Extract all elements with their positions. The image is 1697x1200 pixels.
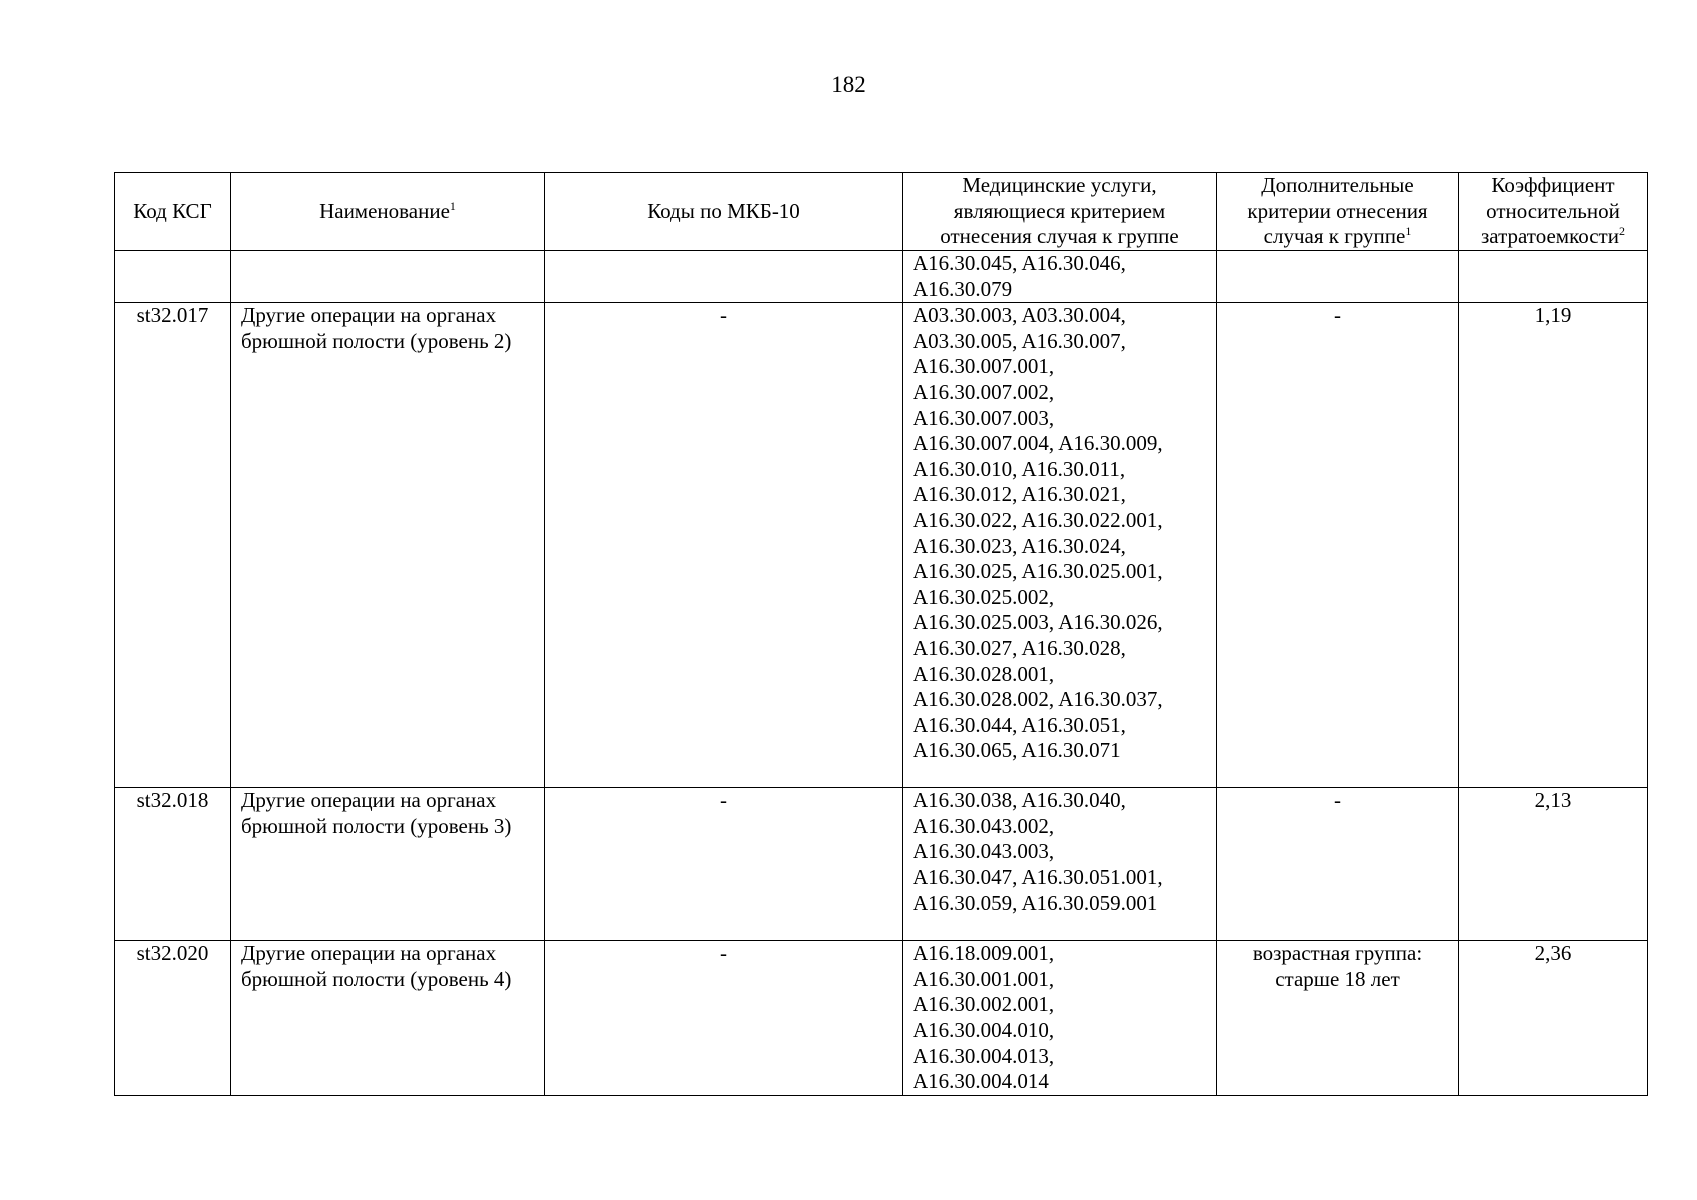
cell-services bbox=[903, 251, 1217, 303]
service-code-line: A16.30.038, A16.30.040, bbox=[913, 788, 1126, 813]
page-number: 182 bbox=[831, 72, 866, 97]
service-code-line: A16.30.004.013, bbox=[913, 1043, 1055, 1068]
cell-coefficient: 1,19 bbox=[1459, 303, 1648, 788]
service-code-line: A16.30.023, A16.30.024, bbox=[913, 533, 1126, 558]
cell-name: Другие операции на органах брюшной полости (уровень 3) bbox=[231, 788, 545, 941]
footnote-marker: 1 bbox=[449, 198, 456, 213]
header-coefficient: Коэффициент относительной затратоемкости$^2$ bbox=[1459, 173, 1648, 251]
service-code-line: A16.30.059, A16.30.059.001 bbox=[913, 890, 1158, 915]
service-code-line: A16.30.028.001, bbox=[913, 661, 1055, 686]
service-code-line: A16.30.004.010, bbox=[913, 1017, 1055, 1042]
cell-coefficient: 2,36 bbox=[1459, 941, 1648, 1096]
service-code-line: A16.30.079 bbox=[913, 276, 1013, 301]
table-row bbox=[115, 941, 1648, 1096]
cell-additional: - bbox=[1217, 303, 1459, 788]
service-code-line: A16.30.025.002, bbox=[913, 584, 1055, 609]
header-services: Медицинские услуги, являющиеся критерием отнесения случая к группе bbox=[903, 173, 1217, 251]
cell-mkb bbox=[545, 251, 903, 303]
service-code-line: A16.30.007.001, bbox=[913, 354, 1055, 379]
cell-code bbox=[115, 251, 231, 303]
cell-name bbox=[231, 251, 545, 303]
footnote-marker: 1 bbox=[1405, 224, 1412, 239]
table-header-row bbox=[115, 173, 1648, 251]
service-code-line: A16.30.028.002, A16.30.037, bbox=[913, 687, 1163, 712]
service-code-line: A16.30.027, A16.30.028, bbox=[913, 635, 1126, 660]
service-code-line: A16.30.004.014 bbox=[913, 1069, 1049, 1094]
service-code-line: A16.30.025, A16.30.025.001, bbox=[913, 559, 1163, 584]
cell-name: Другие операции на органах брюшной полости (уровень 4) bbox=[231, 941, 545, 1096]
service-code-line: A16.30.047, A16.30.051.001, bbox=[913, 864, 1163, 889]
cell-code: st32.020 bbox=[115, 941, 231, 1096]
service-code-line: A16.30.007.004, A16.30.009, bbox=[913, 431, 1163, 456]
cell-coefficient bbox=[1459, 251, 1648, 303]
cell-mkb: - bbox=[545, 788, 903, 941]
service-code-line: A03.30.005, A16.30.007, bbox=[913, 328, 1126, 353]
footnote-marker: 2 bbox=[1618, 224, 1625, 239]
service-code-line: A16.30.045, A16.30.046, bbox=[913, 251, 1126, 275]
service-code-line: A16.30.043.003, bbox=[913, 839, 1055, 864]
service-code-line: A16.30.010, A16.30.011, bbox=[913, 456, 1126, 481]
cell-code: st32.018 bbox=[115, 788, 231, 941]
cell-additional: возрастная группа: старше 18 лет bbox=[1217, 941, 1459, 1096]
cell-mkb: - bbox=[545, 303, 903, 788]
service-code-line: A16.30.001.001, bbox=[913, 966, 1055, 991]
cell-mkb: - bbox=[545, 941, 903, 1096]
header-code: Код КСГ bbox=[115, 173, 231, 251]
table-row-continuation bbox=[115, 251, 1648, 303]
cell-name: Другие операции на органах брюшной полости (уровень 2) bbox=[231, 303, 545, 788]
cell-code: st32.017 bbox=[115, 303, 231, 788]
cell-coefficient: 2,13 bbox=[1459, 788, 1648, 941]
table-row bbox=[115, 303, 1648, 788]
service-code-line: A16.30.043.002, bbox=[913, 813, 1055, 838]
service-code-line: A16.30.007.003, bbox=[913, 405, 1055, 430]
service-code-line: A16.18.009.001, bbox=[913, 941, 1055, 966]
service-code-line: A16.30.044, A16.30.051, bbox=[913, 712, 1126, 737]
service-code-line: A16.30.007.002, bbox=[913, 379, 1055, 404]
service-code-line: A16.30.022, A16.30.022.001, bbox=[913, 507, 1163, 532]
cell-additional: - bbox=[1217, 788, 1459, 941]
table-row bbox=[115, 788, 1648, 941]
service-code-line: A16.30.012, A16.30.021, bbox=[913, 482, 1126, 507]
service-code-line: A03.30.003, A03.30.004, bbox=[913, 303, 1126, 328]
ksg-table bbox=[114, 172, 1648, 1096]
cell-services bbox=[903, 941, 1217, 1096]
service-code-line: A16.30.025.003, A16.30.026, bbox=[913, 610, 1163, 635]
cell-services bbox=[903, 788, 1217, 941]
header-name: Наименование$^1$ bbox=[231, 173, 545, 251]
service-code-line: A16.30.002.001, bbox=[913, 992, 1055, 1017]
header-additional: Дополнительные критерии отнесения случая к группе$^1$ bbox=[1217, 173, 1459, 251]
cell-additional bbox=[1217, 251, 1459, 303]
cell-services bbox=[903, 303, 1217, 788]
service-code-line: A16.30.065, A16.30.071 bbox=[913, 738, 1121, 763]
header-mkb: Коды по МКБ-10 bbox=[545, 173, 903, 251]
